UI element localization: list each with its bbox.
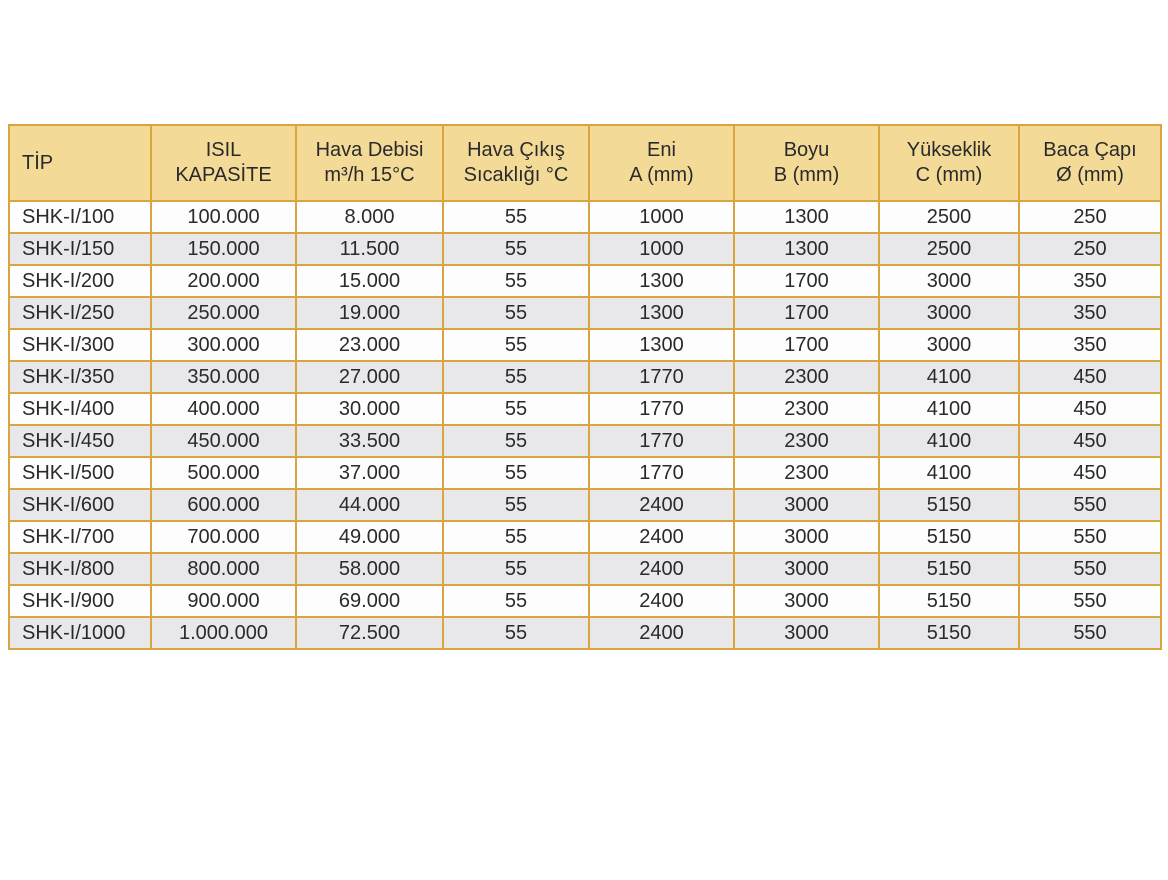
type-cell: SHK-I/100 [9, 201, 151, 233]
column-header-boyu [734, 125, 879, 201]
value-cell: 33.500 [296, 425, 443, 457]
table-row [9, 489, 1161, 521]
table-row [9, 361, 1161, 393]
value-cell: 55 [443, 329, 589, 361]
value-cell: 55 [443, 585, 589, 617]
value-cell: 11.500 [296, 233, 443, 265]
value-cell: 2300 [734, 425, 879, 457]
value-cell: 19.000 [296, 297, 443, 329]
table-row [9, 265, 1161, 297]
column-header-sublabel: m³/h 15°C [324, 164, 415, 186]
value-cell: 1700 [734, 297, 879, 329]
value-cell: 1300 [734, 233, 879, 265]
column-header-sublabel: A (mm) [629, 164, 694, 186]
value-cell: 3000 [879, 265, 1019, 297]
table-row [9, 617, 1161, 649]
value-cell: 2300 [734, 393, 879, 425]
value-cell: 500.000 [151, 457, 296, 489]
value-cell: 250 [1019, 201, 1161, 233]
value-cell: 1300 [734, 201, 879, 233]
type-cell: SHK-I/250 [9, 297, 151, 329]
type-cell: SHK-I/1000 [9, 617, 151, 649]
value-cell: 2400 [589, 553, 734, 585]
value-cell: 450 [1019, 361, 1161, 393]
value-cell: 350 [1019, 265, 1161, 297]
value-cell: 1770 [589, 457, 734, 489]
type-cell: SHK-I/800 [9, 553, 151, 585]
type-cell: SHK-I/450 [9, 425, 151, 457]
table-row [9, 425, 1161, 457]
column-header-hava-debisi [296, 125, 443, 201]
value-cell: 55 [443, 553, 589, 585]
header-row [9, 125, 1161, 201]
value-cell: 2400 [589, 585, 734, 617]
value-cell: 350 [1019, 297, 1161, 329]
value-cell: 250 [1019, 233, 1161, 265]
value-cell: 550 [1019, 617, 1161, 649]
column-header-label: ISIL [205, 139, 242, 161]
value-cell: 55 [443, 201, 589, 233]
value-cell: 150.000 [151, 233, 296, 265]
value-cell: 1700 [734, 265, 879, 297]
column-header-yukseklik [879, 125, 1019, 201]
value-cell: 1300 [589, 329, 734, 361]
value-cell: 1770 [589, 393, 734, 425]
spec-table [8, 124, 1162, 650]
value-cell: 5150 [879, 521, 1019, 553]
value-cell: 2300 [734, 361, 879, 393]
column-header-label: Eni [647, 139, 676, 161]
value-cell: 700.000 [151, 521, 296, 553]
value-cell: 5150 [879, 489, 1019, 521]
value-cell: 55 [443, 521, 589, 553]
type-cell: SHK-I/400 [9, 393, 151, 425]
value-cell: 2300 [734, 457, 879, 489]
value-cell: 300.000 [151, 329, 296, 361]
value-cell: 350 [1019, 329, 1161, 361]
column-header-label: Hava Çıkış [467, 139, 565, 161]
value-cell: 55 [443, 457, 589, 489]
value-cell: 1000 [589, 201, 734, 233]
value-cell: 1300 [589, 297, 734, 329]
value-cell: 55 [443, 361, 589, 393]
column-header-sublabel: KAPASİTE [175, 164, 272, 186]
value-cell: 37.000 [296, 457, 443, 489]
value-cell: 450 [1019, 393, 1161, 425]
value-cell: 55 [443, 233, 589, 265]
value-cell: 550 [1019, 521, 1161, 553]
column-header-eni [589, 125, 734, 201]
table-row [9, 393, 1161, 425]
value-cell: 5150 [879, 553, 1019, 585]
value-cell: 2500 [879, 233, 1019, 265]
table-row [9, 457, 1161, 489]
column-header-sublabel: B (mm) [773, 164, 840, 186]
column-header-sublabel: C (mm) [915, 164, 983, 186]
value-cell: 44.000 [296, 489, 443, 521]
table-row [9, 585, 1161, 617]
value-cell: 550 [1019, 489, 1161, 521]
column-header-label: Hava Debisi [315, 139, 424, 161]
value-cell: 3000 [879, 329, 1019, 361]
value-cell: 900.000 [151, 585, 296, 617]
value-cell: 2400 [589, 521, 734, 553]
value-cell: 15.000 [296, 265, 443, 297]
value-cell: 5150 [879, 617, 1019, 649]
value-cell: 5150 [879, 585, 1019, 617]
value-cell: 4100 [879, 361, 1019, 393]
column-header-label: Baca Çapı [1043, 139, 1137, 161]
value-cell: 27.000 [296, 361, 443, 393]
column-header-tip [9, 125, 151, 201]
table-row [9, 201, 1161, 233]
value-cell: 3000 [734, 585, 879, 617]
value-cell: 800.000 [151, 553, 296, 585]
value-cell: 72.500 [296, 617, 443, 649]
value-cell: 250.000 [151, 297, 296, 329]
value-cell: 49.000 [296, 521, 443, 553]
column-header-label: Yükseklik [906, 139, 992, 161]
value-cell: 450.000 [151, 425, 296, 457]
value-cell: 400.000 [151, 393, 296, 425]
value-cell: 4100 [879, 457, 1019, 489]
value-cell: 4100 [879, 393, 1019, 425]
value-cell: 2400 [589, 489, 734, 521]
type-cell: SHK-I/150 [9, 233, 151, 265]
value-cell: 55 [443, 425, 589, 457]
value-cell: 8.000 [296, 201, 443, 233]
value-cell: 55 [443, 265, 589, 297]
value-cell: 350.000 [151, 361, 296, 393]
column-header-sublabel: Sıcaklığı °C [463, 164, 569, 186]
value-cell: 1770 [589, 361, 734, 393]
value-cell: 3000 [879, 297, 1019, 329]
type-cell: SHK-I/500 [9, 457, 151, 489]
table-row [9, 233, 1161, 265]
value-cell: 69.000 [296, 585, 443, 617]
value-cell: 1770 [589, 425, 734, 457]
value-cell: 550 [1019, 553, 1161, 585]
column-header-hava-cikis [443, 125, 589, 201]
column-header-sublabel: Ø (mm) [1056, 164, 1124, 186]
table-row [9, 329, 1161, 361]
type-cell: SHK-I/700 [9, 521, 151, 553]
value-cell: 3000 [734, 553, 879, 585]
value-cell: 4100 [879, 425, 1019, 457]
value-cell: 30.000 [296, 393, 443, 425]
value-cell: 1000 [589, 233, 734, 265]
value-cell: 55 [443, 393, 589, 425]
value-cell: 450 [1019, 457, 1161, 489]
table-header [9, 125, 1161, 201]
value-cell: 58.000 [296, 553, 443, 585]
type-cell: SHK-I/900 [9, 585, 151, 617]
value-cell: 100.000 [151, 201, 296, 233]
value-cell: 450 [1019, 425, 1161, 457]
value-cell: 55 [443, 297, 589, 329]
table-row [9, 521, 1161, 553]
value-cell: 1300 [589, 265, 734, 297]
value-cell: 55 [443, 617, 589, 649]
type-cell: SHK-I/600 [9, 489, 151, 521]
column-header-baca-capi [1019, 125, 1161, 201]
value-cell: 55 [443, 489, 589, 521]
value-cell: 2400 [589, 617, 734, 649]
table-row [9, 553, 1161, 585]
column-header-label: TİP [22, 151, 54, 174]
type-cell: SHK-I/200 [9, 265, 151, 297]
type-cell: SHK-I/350 [9, 361, 151, 393]
value-cell: 1.000.000 [151, 617, 296, 649]
column-header-isil-kapasite [151, 125, 296, 201]
column-header-label: Boyu [783, 139, 830, 161]
value-cell: 3000 [734, 617, 879, 649]
value-cell: 550 [1019, 585, 1161, 617]
value-cell: 200.000 [151, 265, 296, 297]
value-cell: 23.000 [296, 329, 443, 361]
value-cell: 600.000 [151, 489, 296, 521]
type-cell: SHK-I/300 [9, 329, 151, 361]
value-cell: 3000 [734, 489, 879, 521]
value-cell: 1700 [734, 329, 879, 361]
table-body [9, 201, 1161, 649]
value-cell: 3000 [734, 521, 879, 553]
value-cell: 2500 [879, 201, 1019, 233]
table-row [9, 297, 1161, 329]
